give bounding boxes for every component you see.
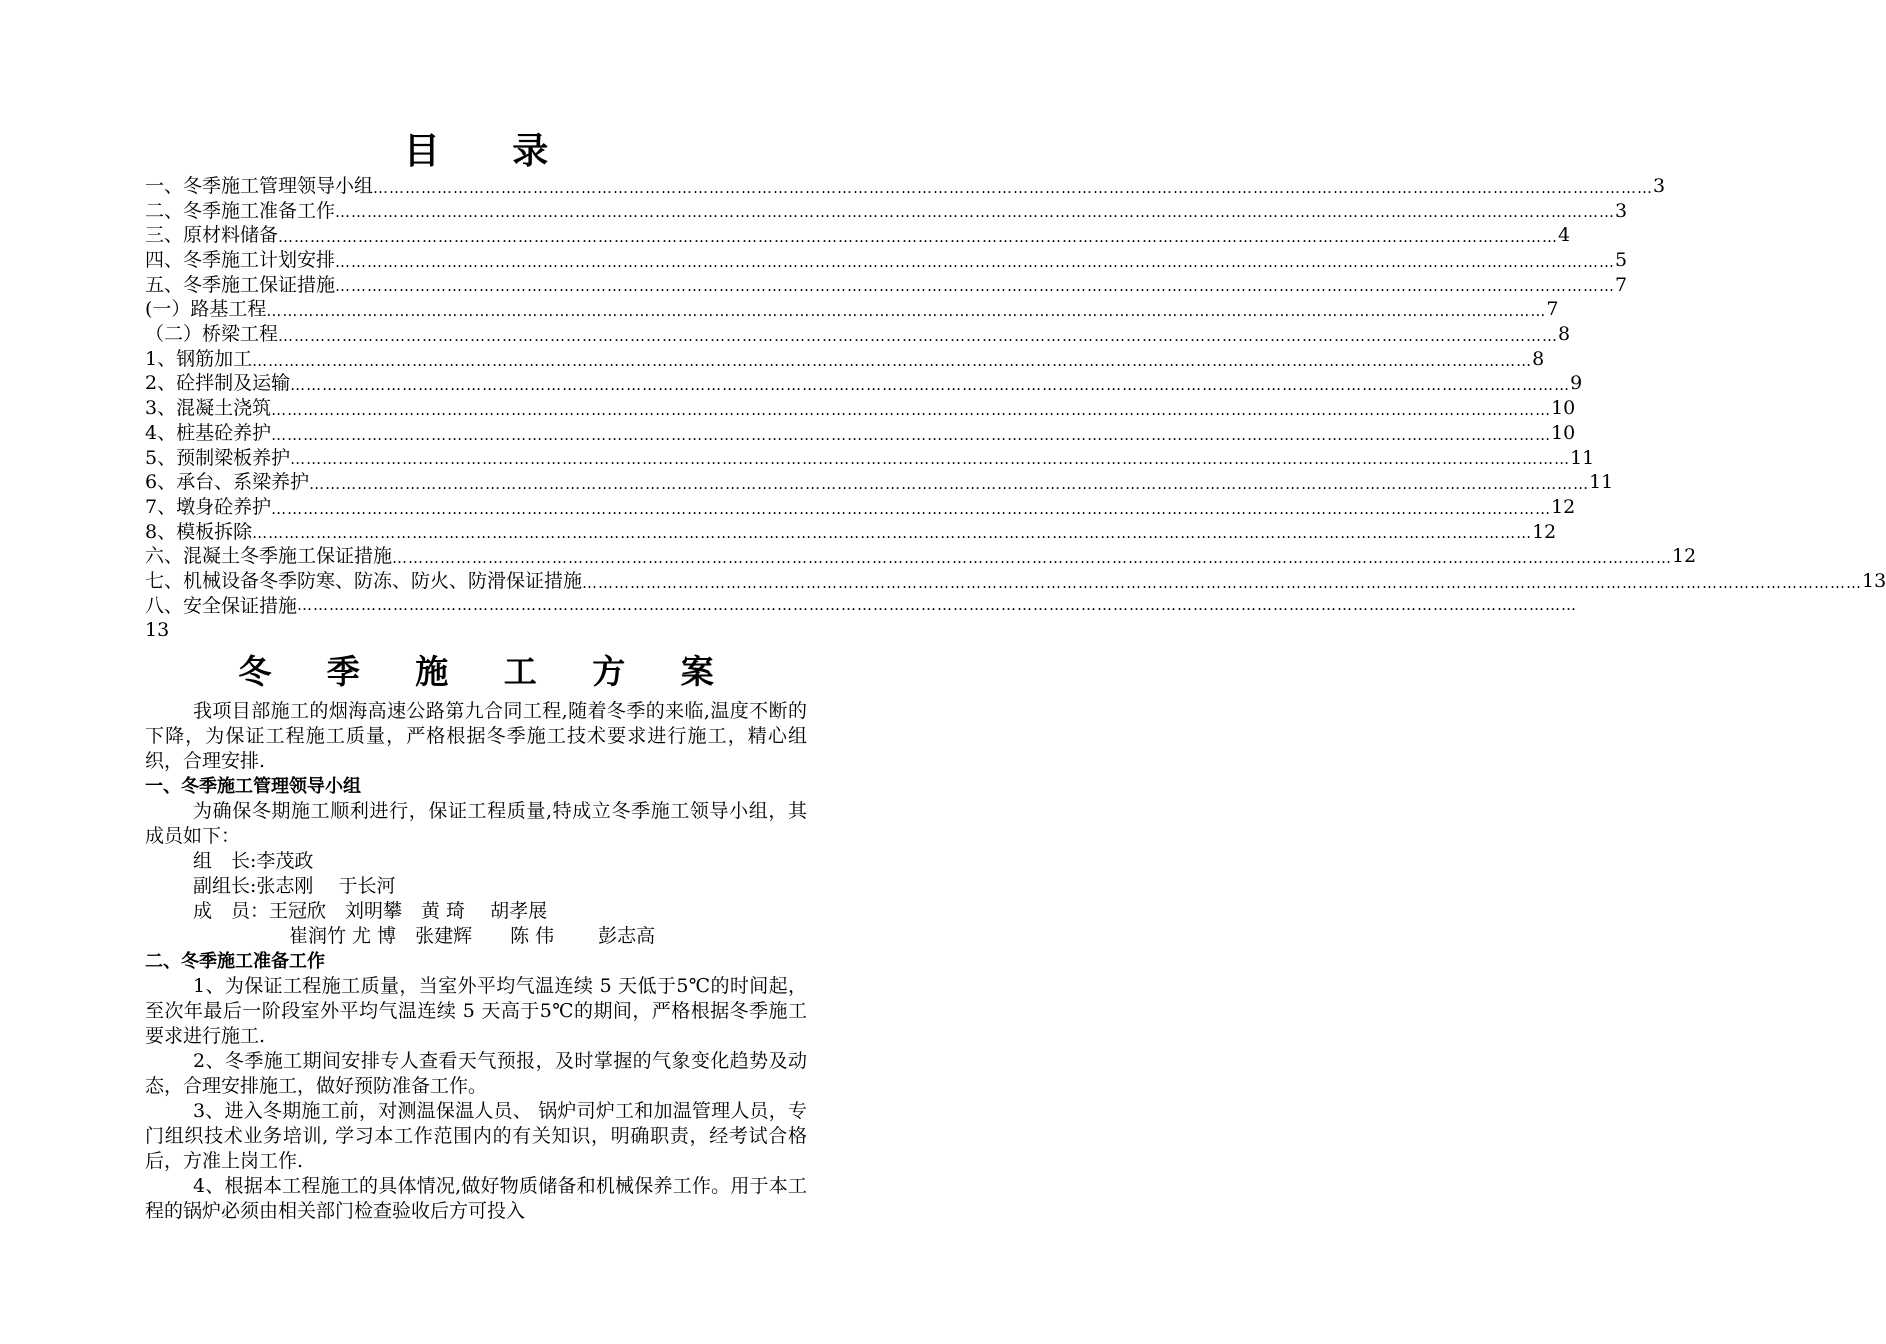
toc-entry xyxy=(145,470,1614,495)
toc-entry-label: 7、墩身砼养护 xyxy=(145,495,272,518)
toc-entry-label: 8、模板拆除 xyxy=(145,520,253,543)
toc-leader-dots: …………………………………………………………………………………………………………………………………………………………………………………………………………………… xyxy=(252,524,1533,543)
toc-entry xyxy=(145,223,1571,248)
toc-entry xyxy=(145,396,1576,421)
toc-leader-dots: …………………………………………………………………………………………………………………………………………………………………………………………………………………… xyxy=(278,228,1559,247)
toc-entry-page: 12 xyxy=(1551,495,1576,518)
toc-entry xyxy=(145,372,1583,397)
section-2-paragraph-1: 1、为保证工程施工质量，当室外平均气温连续 5 天低于5℃的时间起，至次年最后一阶段室外平均气温连续 5 天高于5℃的期间，严格根据冬季施工要求进行施工. xyxy=(145,975,807,1048)
leader-line: 组 长:李茂政 xyxy=(193,850,314,873)
toc-entry-page: 11 xyxy=(1570,446,1595,469)
toc-entry-page: 10 xyxy=(1551,397,1576,420)
toc-entry-page: 13 xyxy=(145,619,170,642)
toc-entry xyxy=(145,199,1628,224)
section-1-heading: 一、冬季施工管理领导小组 xyxy=(145,776,361,798)
toc-entry-label: 六、混凝土冬季施工保证措施 xyxy=(145,545,393,568)
toc-entry-label: 三、原材料储备 xyxy=(145,224,279,247)
toc-leader-dots: …………………………………………………………………………………………………………………………………………………………………………………………………………………… xyxy=(252,351,1533,370)
deputy-line: 副组长:张志刚 于长河 xyxy=(193,875,396,898)
toc-entry-page: 13 xyxy=(1862,569,1886,592)
toc-entry-label: 1、钢筋加工 xyxy=(145,347,253,370)
toc-leader-dots: …………………………………………………………………………………………………………………………………………………………………………………………………………………… xyxy=(271,425,1552,444)
toc-entry-page: 11 xyxy=(1589,471,1614,494)
toc-entry-label: (一）路基工程 xyxy=(145,298,267,321)
toc-entry-label: 七、机械设备冬季防寒、防冻、防火、防滑保证措施 xyxy=(145,569,583,592)
toc-entry xyxy=(145,544,1697,569)
toc-entry xyxy=(145,273,1628,298)
toc-entry-page: 12 xyxy=(1532,520,1557,543)
toc-leader-dots: …………………………………………………………………………………………………………………………………………………………………………………………………………………… xyxy=(271,400,1552,419)
toc-entry-page: 8 xyxy=(1558,323,1571,346)
toc-entry-label: 3、混凝土浇筑 xyxy=(145,397,272,420)
toc-entry-label: 八、安全保证措施 xyxy=(145,594,298,617)
toc-entry-label: 5、预制梁板养护 xyxy=(145,446,291,469)
toc-entry xyxy=(145,446,1595,471)
toc-entry-page: 10 xyxy=(1551,421,1576,444)
section-2-paragraph-2: 2、冬季施工期间安排专人查看天气预报，及时掌握的气象变化趋势及动态，合理安排施工，做好预防准备工作。 xyxy=(145,1050,807,1098)
toc-leader-dots: …………………………………………………………………………………………………………………………………………………………………………………………………………………… xyxy=(335,252,1616,271)
document-page xyxy=(145,128,1886,1224)
toc-leader-dots: …………………………………………………………………………………………………………………………………………………………………………………………………………………… xyxy=(582,573,1863,592)
toc-entry-label: 五、冬季施工保证措施 xyxy=(145,273,336,296)
toc-entry-label: 2、砼拌制及运输 xyxy=(145,372,291,395)
toc-entry-page: 12 xyxy=(1672,545,1697,568)
toc-entry-page: 9 xyxy=(1570,372,1583,395)
toc-entry-page: 3 xyxy=(1615,199,1628,222)
toc-entry-label: 4、桩基砼养护 xyxy=(145,421,272,444)
toc-leader-dots: …………………………………………………………………………………………………………………………………………………………………………………………………………………… xyxy=(309,474,1590,493)
toc-entry-page: 5 xyxy=(1615,249,1628,272)
toc-entry xyxy=(145,495,1576,520)
members-line: 成 员：王冠欣 刘明攀 黄 琦 胡孝展 xyxy=(193,900,548,923)
section-1-paragraph: 为确保冬期施工顺利进行，保证工程质量,特成立冬季施工领导小组，其成员如下： xyxy=(145,800,807,848)
toc-leader-dots: …………………………………………………………………………………………………………………………………………………………………………………………………………………… xyxy=(290,376,1571,395)
toc-entry-label: 6、承台、系梁养护 xyxy=(145,471,310,494)
toc-leader-dots: …………………………………………………………………………………………………………………………………………………………………………………………………………………… xyxy=(392,549,1673,567)
toc-entry xyxy=(145,248,1628,273)
toc-entry xyxy=(145,174,1666,199)
document-title: 冬 季 施 工 方 案 xyxy=(238,652,736,692)
toc-entry-label: （二）桥梁工程 xyxy=(145,323,279,346)
toc-leader-dots: …………………………………………………………………………………………………………………………………………………………………………………………………………………… xyxy=(290,450,1571,469)
toc-leader-dots: …………………………………………………………………………………………………………………………………………………………………………………………………………………… xyxy=(278,326,1559,345)
toc-entry-page: 3 xyxy=(1653,174,1666,197)
toc-leader-dots: …………………………………………………………………………………………………………………………………………………………………………………………………………………… xyxy=(335,203,1616,222)
toc-leader-dots: …………………………………………………………………………………………………………………………………………………………………………………………………………………… xyxy=(373,178,1654,197)
intro-paragraph: 我项目部施工的烟海高速公路第九合同工程,随着冬季的来临,温度不断的下降，为保证工程施工质量，严格根据冬季施工技术要求进行施工，精心组织，合理安排. xyxy=(145,700,807,773)
toc-leader-dots: …………………………………………………………………………………………………………………………………………………………………………………………………………………… xyxy=(271,499,1552,518)
toc-entry-label: 二、冬季施工准备工作 xyxy=(145,199,336,222)
toc-entry-page: 7 xyxy=(1546,298,1559,321)
toc-leader-dots: …………………………………………………………………………………………………………………………………………………………………………………………………………………… xyxy=(297,595,1578,614)
toc-entry xyxy=(145,569,1886,594)
members-line-continued: 崔润竹 尤 博 张建辉 陈 伟 彭志高 xyxy=(289,925,656,948)
toc-list xyxy=(145,174,1886,643)
toc-entry-label: 一、冬季施工管理领导小组 xyxy=(145,174,374,197)
toc-entry xyxy=(145,322,1571,347)
section-2-paragraph-3: 3、进入冬期施工前，对测温保温人员、 锅炉司炉工和加温管理人员，专门组织技术业务培训, 学习本工作范围内的有关知识，明确职责，经考试合格后，方准上岗工作. xyxy=(145,1100,807,1173)
toc-entry xyxy=(145,347,1545,372)
toc-title: 目 录 xyxy=(403,130,579,172)
toc-leader-dots: …………………………………………………………………………………………………………………………………………………………………………………………………………………… xyxy=(335,277,1616,296)
toc-leader-dots: …………………………………………………………………………………………………………………………………………………………………………………………………………………… xyxy=(266,302,1547,321)
toc-entry-page: 8 xyxy=(1532,347,1545,370)
toc-entry-page: 7 xyxy=(1615,273,1628,296)
toc-entry xyxy=(145,520,1557,545)
toc-entry xyxy=(145,421,1576,446)
toc-entry xyxy=(145,297,1559,322)
toc-entry-page: 4 xyxy=(1558,224,1571,247)
section-2-heading: 二、冬季施工准备工作 xyxy=(145,951,325,973)
toc-entry xyxy=(145,594,1578,643)
toc-entry-label: 四、冬季施工计划安排 xyxy=(145,249,336,272)
section-2-paragraph-4: 4、根据本工程施工的具体情况,做好物质储备和机械保养工作。用于本工程的锅炉必须由相关部门检查验收后方可投入 xyxy=(145,1175,807,1223)
